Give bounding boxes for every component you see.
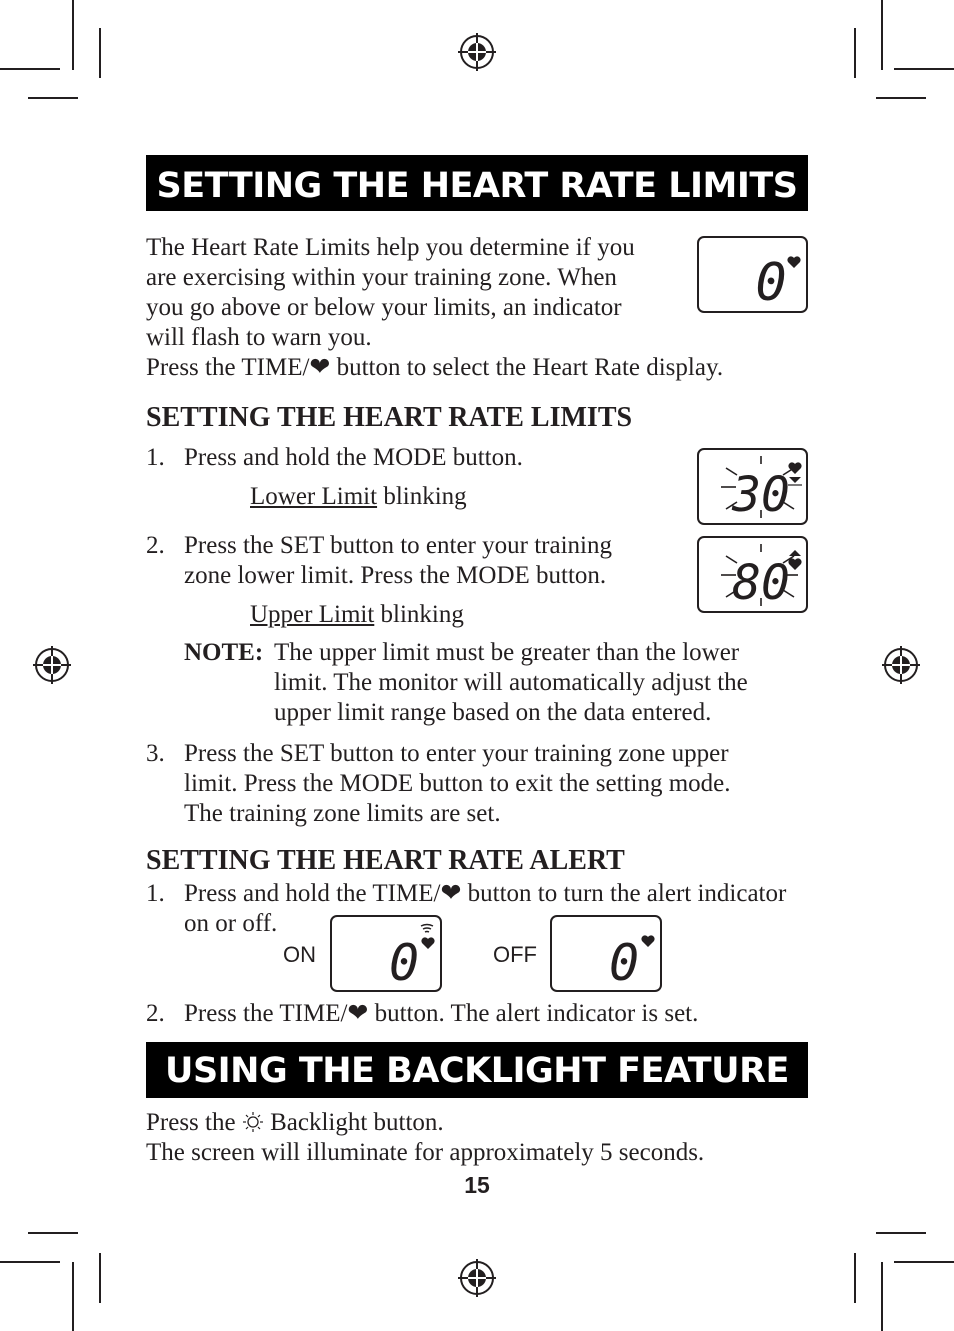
section-banner: USING THE BACKLIGHT FEATURE — [146, 1042, 808, 1098]
step-number: 1. — [146, 880, 165, 907]
lcd-digit-zero: 0 — [388, 934, 420, 990]
note-text: upper limit range based on the data entered. — [274, 699, 712, 726]
crop-mark — [894, 68, 954, 70]
step-text: limit. Press the MODE button to exit the setting mode. — [184, 770, 731, 797]
registration-mark-icon — [32, 645, 72, 685]
backlight-bulb-icon — [242, 1111, 264, 1133]
step-text: Press the SET button to enter your training zone upper — [184, 740, 729, 767]
intro-line: Press the TIME/❤ button to select the Heart Rate display. — [146, 354, 724, 381]
section-heading: SETTING THE HEART RATE LIMITS — [146, 402, 633, 433]
crop-mark — [894, 1261, 954, 1263]
alert-on-label: ON — [283, 942, 316, 967]
step-text: zone lower limit. Press the MODE button. — [184, 562, 607, 589]
lcd-alert-on-display — [330, 915, 442, 992]
alert-off-label: OFF — [493, 942, 537, 967]
intro-line: are exercising within your training zone. When — [146, 264, 617, 291]
lcd-lower-limit-display — [697, 448, 808, 525]
crop-mark — [99, 28, 101, 78]
step-text: Press and hold the MODE button. — [184, 444, 523, 471]
lower-limit-label: Lower Limit — [250, 483, 378, 510]
registration-mark-icon — [457, 32, 497, 72]
upper-limit-label: Upper Limit — [250, 601, 375, 628]
registration-mark-icon — [457, 1258, 497, 1298]
svg-text:0: 0 — [755, 253, 787, 311]
section-heading: SETTING THE HEART RATE ALERT — [146, 845, 625, 876]
crop-mark — [99, 1253, 101, 1303]
crop-mark — [28, 97, 78, 99]
blinking-text: blinking — [374, 601, 464, 628]
blinking-note — [250, 600, 464, 630]
backlight-text: Backlight button. — [263, 1109, 444, 1136]
crop-mark — [854, 28, 856, 78]
step-number: 2. — [146, 532, 165, 559]
crop-mark — [876, 1232, 926, 1234]
page-number: 15 — [464, 1172, 490, 1198]
lcd-heart-rate-display — [697, 236, 808, 313]
step-number: 2. — [146, 1000, 165, 1027]
note-label: NOTE: — [184, 639, 264, 666]
registration-mark-icon — [881, 645, 921, 685]
backlight-line: The screen will illuminate for approximately 5 seconds. — [146, 1139, 705, 1166]
step-text: The training zone limits are set. — [184, 800, 501, 827]
crop-mark — [72, 0, 74, 70]
step-number: 3. — [146, 740, 165, 767]
step-text: Press the TIME/❤ button. The alert indicator is set. — [184, 1000, 699, 1027]
alert-indicator-icon — [421, 925, 433, 933]
crop-mark — [881, 1262, 883, 1331]
lcd-upper-limit-display — [697, 536, 808, 613]
crop-mark — [72, 1262, 74, 1331]
section-banner: SETTING THE HEART RATE LIMITS — [146, 155, 808, 211]
lcd-digit-zero: 0 — [608, 934, 640, 990]
lcd-lower-value: 30 — [732, 467, 790, 523]
crop-mark — [881, 0, 883, 70]
intro-line: The Heart Rate Limits help you determine if you — [146, 234, 635, 261]
step-text: on or off. — [184, 910, 278, 937]
crop-mark — [28, 1232, 78, 1234]
note-text: The upper limit must be greater than the lower — [274, 639, 740, 666]
crop-mark — [854, 1253, 856, 1303]
intro-line: will flash to warn you. — [146, 324, 372, 351]
intro-line: you go above or below your limits, an indicator — [146, 294, 622, 321]
lcd-upper-value: 80 — [732, 555, 790, 611]
lcd-alert-off-display — [550, 915, 662, 992]
lcd-digit-zero — [699, 238, 806, 311]
step-text: Press the SET button to enter your training — [184, 532, 612, 559]
crop-mark — [0, 1261, 60, 1263]
step-number: 1. — [146, 444, 165, 471]
note-text: limit. The monitor will automatically adjust the — [274, 669, 748, 696]
step-text: Press and hold the TIME/❤ button to turn the alert indicator — [184, 880, 787, 907]
blinking-text: blinking — [377, 483, 467, 510]
backlight-text: Press the — [146, 1109, 242, 1136]
blinking-note — [250, 482, 467, 512]
backlight-line — [146, 1108, 444, 1138]
crop-mark — [0, 68, 60, 70]
crop-mark — [876, 97, 926, 99]
